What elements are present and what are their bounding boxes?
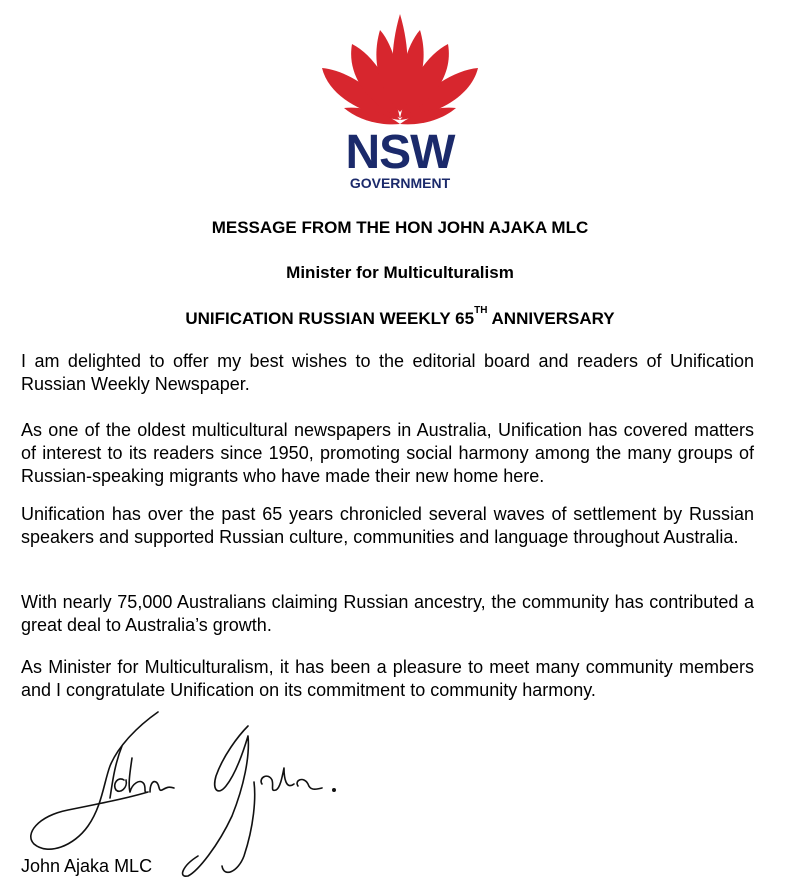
anniversary-heading [0, 305, 800, 329]
logo-wordmark: NSW [345, 126, 455, 179]
paragraph-chronicle: Unification has over the past 65 years chronicled several waves of settlement by Russian speakers and supported Russian culture, communities and language throughout Australia. [21, 504, 754, 547]
waratah-flower-icon [300, 8, 500, 198]
paragraph-history: As one of the oldest multicultural newspapers in Australia, Unification has covered matters of interest to its readers since 1950, promoting social harmony among the many groups of Russian-speaking migrants who have made their new home here. [21, 420, 754, 486]
anniversary-heading-main: UNIFICATION RUSSIAN WEEKLY 65 [185, 309, 475, 328]
anniversary-superscript: TH [474, 305, 488, 316]
signatory-name: John Ajaka MLC [21, 856, 153, 876]
paragraph-congratulations: As Minister for Multiculturalism, it has been a pleasure to meet many community members and I congratulate Unification on its commitment to community harmony. [21, 657, 754, 700]
message-title: MESSAGE FROM THE HON JOHN AJAKA MLC [211, 218, 589, 237]
nsw-government-logo [300, 8, 500, 198]
paragraph-greeting: I am delighted to offer my best wishes to the editorial board and readers of Unification Russian Weekly Newspaper. [21, 351, 754, 394]
paragraph-ancestry: With nearly 75,000 Australians claiming Russian ancestry, the community has contributed a great deal to Australia’s growth. [21, 592, 754, 635]
minister-role: Minister for Multiculturalism [286, 263, 514, 282]
logo-subtitle: GOVERNMENT [349, 175, 451, 191]
anniversary-heading-end: ANNIVERSARY [487, 309, 615, 328]
